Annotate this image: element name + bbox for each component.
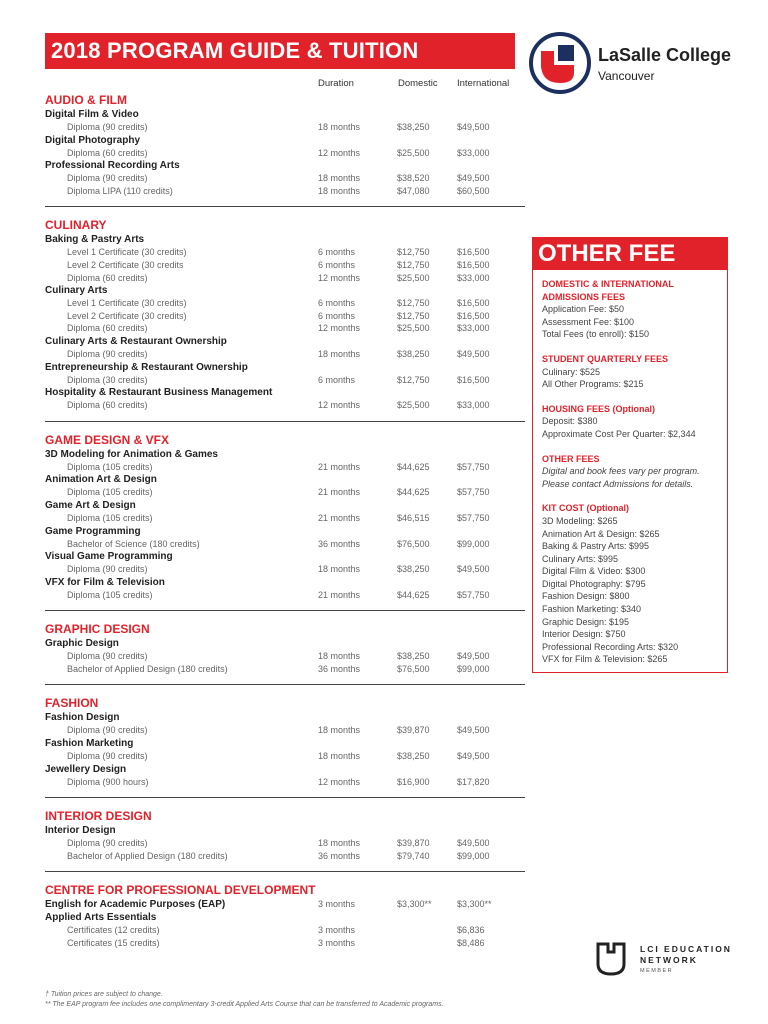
domestic-cell: $44,625 — [397, 589, 430, 600]
duration-cell: 3 months — [318, 938, 356, 949]
credential-name: Diploma (105 credits) — [67, 589, 153, 600]
fee-line: Fashion Design: $800 — [542, 591, 630, 602]
header-international: International — [457, 78, 510, 89]
international-cell: $17,820 — [457, 776, 490, 787]
international-cell: $99,000 — [457, 850, 490, 861]
fee-line: Interior Design: $750 — [542, 629, 626, 640]
credential-name: Diploma (60 credits) — [67, 400, 148, 411]
credential-name: Diploma (90 credits) — [67, 751, 148, 762]
credential-row — [45, 348, 525, 361]
credential-name: Diploma (90 credits) — [67, 564, 148, 575]
program-name: Digital Film & Video — [45, 109, 139, 120]
credential-row — [45, 512, 525, 525]
fee-line: Please contact Admissions for details. — [542, 478, 694, 489]
lasalle-logo — [528, 31, 748, 95]
fee-line: Graphic Design: $195 — [542, 616, 630, 627]
domestic-cell: $12,750 — [397, 259, 430, 270]
lci-member: MEMBER — [640, 968, 674, 974]
credential-row — [45, 172, 525, 185]
international-cell: $49,500 — [457, 564, 490, 575]
duration-cell: 21 months — [318, 461, 361, 472]
credential-name: Diploma (105 credits) — [67, 512, 153, 523]
duration-cell: 18 months — [318, 348, 361, 359]
program-name: Entrepreneurship & Restaurant Ownership — [45, 361, 248, 373]
other-fee-heading: OTHER FEE — [533, 238, 727, 270]
duration-cell: 21 months — [318, 512, 361, 523]
footnotes — [45, 990, 444, 1009]
program-guide — [45, 92, 525, 969]
international-cell: $49,500 — [457, 122, 490, 132]
program-name: Hospitality & Restaurant Business Management — [45, 387, 273, 399]
header-duration: Duration — [318, 78, 354, 89]
domestic-cell: $25,500 — [397, 323, 430, 334]
credential-name: Level 1 Certificate (30 credits) — [67, 247, 187, 258]
international-cell: $33,000 — [457, 400, 490, 411]
credential-row — [45, 399, 525, 412]
domestic-cell: $38,250 — [397, 564, 430, 575]
duration-cell: 6 months — [318, 247, 356, 258]
program-name: VFX for Film & Television — [45, 576, 165, 588]
credential-row — [45, 589, 525, 602]
credential-row — [45, 310, 525, 323]
international-cell: $16,500 — [457, 259, 490, 270]
international-cell: $49,500 — [457, 348, 490, 359]
program-name: Animation Art & Design — [45, 474, 157, 486]
duration-cell: 18 months — [318, 122, 361, 132]
fee-line: Culinary: $525 — [542, 366, 601, 377]
international-cell: $57,750 — [457, 461, 490, 472]
footnote-2: ** The EAP program fee includes one complimentary 3-credit Applied Arts Course that can be transferred to Academic programs. — [45, 1000, 444, 1008]
program-name: Game Programming — [45, 525, 141, 537]
program-name: Fashion Marketing — [45, 738, 134, 750]
credential-name: Diploma (90 credits) — [67, 725, 148, 736]
credential-row — [45, 322, 525, 335]
program-section — [45, 432, 525, 612]
duration-cell: 36 months — [318, 850, 361, 861]
duration-cell: 12 months — [318, 776, 361, 787]
other-fee-panel — [532, 237, 728, 673]
program-section — [45, 92, 525, 207]
credential-name: Level 1 Certificate (30 credits) — [67, 298, 187, 309]
lasalle-logo-icon — [528, 31, 592, 95]
international-cell: $49,500 — [457, 725, 490, 736]
credential-row — [45, 297, 525, 310]
footnote-1: † Tuition prices are subject to change. — [45, 991, 163, 998]
credential-row — [45, 776, 525, 789]
domestic-cell: $38,250 — [397, 122, 430, 132]
program-section — [45, 621, 525, 685]
domestic-cell: $38,250 — [397, 651, 430, 662]
domestic-cell: $39,870 — [397, 838, 430, 849]
credential-name: Diploma LIPA (110 credits) — [67, 185, 173, 196]
domestic-cell: $25,500 — [397, 400, 430, 411]
domestic-cell: $12,750 — [397, 247, 430, 258]
domestic-cell: $44,625 — [397, 461, 430, 472]
credential-name: Diploma (90 credits) — [67, 838, 148, 849]
fee-line: Animation Art & Design: $265 — [542, 528, 660, 539]
domestic-cell: $16,900 — [397, 776, 430, 787]
international-cell: $3,300** — [457, 899, 492, 910]
duration-cell: 6 months — [318, 298, 356, 309]
credential-name: Diploma (30 credits) — [67, 374, 148, 385]
credential-row — [45, 663, 525, 676]
lci-line-1: LCI EDUCATION — [640, 944, 732, 954]
international-cell: $8,486 — [457, 938, 485, 949]
logo-college-name: LaSalle College — [598, 45, 732, 65]
fee-line: Digital Film & Video: $300 — [542, 566, 646, 577]
domestic-cell: $39,870 — [397, 725, 430, 736]
duration-cell: 18 months — [318, 173, 361, 184]
duration-cell: 18 months — [318, 751, 361, 762]
credential-row — [45, 837, 525, 850]
fee-line: 3D Modeling: $265 — [542, 515, 618, 526]
duration-cell: 12 months — [318, 272, 361, 283]
duration-cell: 6 months — [318, 259, 356, 270]
fee-line: VFX for Film & Television: $265 — [542, 654, 668, 665]
fee-line: Digital Photography: $795 — [542, 578, 646, 589]
international-cell: $99,000 — [457, 538, 490, 549]
lci-shield-icon — [596, 942, 626, 976]
international-cell: $49,500 — [457, 173, 490, 184]
domestic-cell: $47,080 — [397, 185, 430, 196]
international-cell: $33,000 — [457, 323, 490, 334]
program-name: 3D Modeling for Animation & Games — [45, 448, 218, 460]
lci-line-2: NETWORK — [640, 955, 698, 965]
credential-name: Diploma (60 credits) — [67, 147, 148, 158]
program-row — [45, 898, 525, 911]
credential-name: Certificates (12 credits) — [67, 925, 160, 936]
domestic-cell: $76,500 — [397, 663, 430, 674]
header-domestic: Domestic — [398, 78, 438, 89]
program-name: Digital Photography — [45, 134, 140, 146]
international-cell: $16,500 — [457, 310, 490, 321]
credential-name: Bachelor of Applied Design (180 credits) — [67, 850, 228, 861]
credential-name: Diploma (90 credits) — [67, 651, 148, 662]
duration-cell: 6 months — [318, 310, 356, 321]
credential-row — [45, 147, 525, 160]
program-section — [45, 882, 525, 958]
page-title: 2018 PROGRAM GUIDE & TUITION — [45, 33, 515, 69]
section-title: CULINARY — [45, 218, 107, 233]
section-title: FASHION — [45, 696, 99, 711]
credential-row — [45, 461, 525, 474]
international-cell: $57,750 — [457, 589, 490, 600]
lci-name — [640, 944, 732, 966]
program-name: Fashion Design — [45, 712, 120, 724]
international-cell: $33,000 — [457, 147, 490, 158]
duration-cell: 3 months — [318, 925, 356, 936]
credential-row — [45, 563, 525, 576]
domestic-cell: $12,750 — [397, 310, 430, 321]
fee-line: Assessment Fee: $100 — [542, 316, 635, 327]
international-cell: $60,500 — [457, 185, 490, 196]
other-fee-body — [533, 270, 727, 666]
fee-line: Baking & Pastry Arts: $995 — [542, 541, 650, 552]
credential-row — [45, 272, 525, 285]
duration-cell: 36 months — [318, 538, 361, 549]
credential-name: Diploma (105 credits) — [67, 487, 153, 498]
fee-line: Fashion Marketing: $340 — [542, 604, 642, 615]
domestic-cell: $38,250 — [397, 348, 430, 359]
domestic-cell: $44,625 — [397, 487, 430, 498]
section-title: AUDIO & FILM — [45, 93, 127, 107]
program-name: Jewellery Design — [45, 763, 127, 775]
duration-cell: 12 months — [318, 323, 361, 334]
duration-cell: 12 months — [318, 400, 361, 411]
duration-cell: 18 months — [318, 651, 361, 662]
program-name: Interior Design — [45, 825, 116, 837]
domestic-cell: $46,515 — [397, 512, 430, 523]
domestic-cell: $76,500 — [397, 538, 430, 549]
credential-row — [45, 259, 525, 272]
credential-row — [45, 246, 525, 259]
fee-group-spacer — [542, 490, 718, 502]
credential-row — [45, 486, 525, 499]
fee-group-title: STUDENT QUARTERLY FEES — [542, 353, 669, 364]
fee-line: Digital and book fees vary per program. — [542, 466, 700, 477]
program-section — [45, 695, 525, 798]
duration-cell: 6 months — [318, 374, 356, 385]
international-cell: $57,750 — [457, 487, 490, 498]
international-cell: $49,500 — [457, 651, 490, 662]
duration-cell: 18 months — [318, 564, 361, 575]
fee-group-title: ADMISSIONS FEES — [542, 291, 626, 302]
section-title: GAME DESIGN & VFX — [45, 432, 170, 447]
fee-line: Application Fee: $50 — [542, 304, 625, 315]
program-section — [45, 808, 525, 872]
section-title: INTERIOR DESIGN — [45, 809, 152, 824]
domestic-cell: $3,300** — [397, 899, 432, 910]
international-cell: $16,500 — [457, 298, 490, 309]
duration-cell: 18 months — [318, 185, 361, 196]
fee-group-title: KIT COST (Optional) — [542, 503, 629, 514]
fee-line: Professional Recording Arts: $320 — [542, 641, 679, 652]
fee-line: Deposit: $380 — [542, 416, 598, 427]
credential-name: Diploma (90 credits) — [67, 173, 148, 184]
credential-row — [45, 924, 525, 937]
credential-row — [45, 750, 525, 763]
international-cell: $33,000 — [457, 272, 490, 283]
program-name: English for Academic Purposes (EAP) — [45, 899, 226, 911]
credential-row — [45, 121, 525, 134]
duration-cell: 21 months — [318, 487, 361, 498]
fee-line: Culinary Arts: $995 — [542, 553, 619, 564]
fee-group-title: OTHER FEES — [542, 453, 600, 464]
credential-name: Bachelor of Applied Design (180 credits) — [67, 663, 228, 674]
domestic-cell: $38,520 — [397, 173, 430, 184]
domestic-cell: $79,740 — [397, 850, 430, 861]
duration-cell: 36 months — [318, 663, 361, 674]
program-name: Applied Arts Essentials — [45, 912, 157, 924]
program-name: Graphic Design — [45, 638, 119, 650]
credential-name: Diploma (900 hours) — [67, 776, 149, 787]
credential-name: Level 2 Certificate (30 credits) — [67, 310, 187, 321]
fee-group-spacer — [542, 441, 718, 453]
credential-row — [45, 538, 525, 551]
credential-name: Diploma (60 credits) — [67, 323, 148, 334]
credential-row — [45, 374, 525, 387]
credential-row — [45, 650, 525, 663]
international-cell: $57,750 — [457, 512, 490, 523]
credential-name: Level 2 Certificate (30 credits — [67, 259, 184, 270]
international-cell: $99,000 — [457, 663, 490, 674]
duration-cell: 3 months — [318, 899, 356, 910]
duration-cell: 12 months — [318, 147, 361, 158]
credential-row — [45, 850, 525, 863]
domestic-cell: $12,750 — [397, 298, 430, 309]
program-name: Baking & Pastry Arts — [45, 234, 145, 246]
program-name: Professional Recording Arts — [45, 160, 180, 172]
credential-name: Certificates (15 credits) — [67, 938, 160, 949]
fee-group-title: DOMESTIC & INTERNATIONAL — [542, 279, 674, 289]
credential-row — [45, 185, 525, 198]
credential-row — [45, 937, 525, 950]
program-name: Culinary Arts — [45, 285, 108, 297]
credential-name: Diploma (90 credits) — [67, 348, 148, 359]
credential-name: Diploma (105 credits) — [67, 461, 153, 472]
credential-name: Bachelor of Science (180 credits) — [67, 538, 200, 549]
international-cell: $16,500 — [457, 374, 490, 385]
credential-name: Diploma (90 credits) — [67, 122, 148, 132]
duration-cell: 18 months — [318, 838, 361, 849]
domestic-cell: $38,250 — [397, 751, 430, 762]
fee-group-spacer — [542, 341, 718, 353]
international-cell: $49,500 — [457, 838, 490, 849]
duration-cell: 18 months — [318, 725, 361, 736]
program-name: Game Art & Design — [45, 499, 136, 511]
duration-cell: 21 months — [318, 589, 361, 600]
section-title: CENTRE FOR PROFESSIONAL DEVELOPMENT — [45, 883, 316, 898]
program-section — [45, 217, 525, 421]
program-name: Visual Game Programming — [45, 551, 173, 563]
fee-line: Total Fees (to enroll): $150 — [542, 329, 650, 340]
fee-group-title: HOUSING FEES (Optional) — [542, 403, 656, 414]
lci-network-logo — [596, 942, 736, 982]
program-name: Culinary Arts & Restaurant Ownership — [45, 335, 227, 347]
logo-city: Vancouver — [598, 69, 655, 83]
domestic-cell: $25,500 — [397, 147, 430, 158]
domestic-cell: $25,500 — [397, 272, 430, 283]
international-cell: $16,500 — [457, 247, 490, 258]
fee-line: All Other Programs: $215 — [542, 379, 644, 390]
international-cell: $49,500 — [457, 751, 490, 762]
credential-row — [45, 724, 525, 737]
section-title: GRAPHIC DESIGN — [45, 622, 150, 637]
column-headers — [0, 78, 530, 92]
domestic-cell: $12,750 — [397, 374, 430, 385]
international-cell: $6,836 — [457, 925, 485, 936]
fee-line: Approximate Cost Per Quarter: $2,344 — [542, 428, 696, 439]
credential-name: Diploma (60 credits) — [67, 272, 148, 283]
fee-group-spacer — [542, 391, 718, 403]
